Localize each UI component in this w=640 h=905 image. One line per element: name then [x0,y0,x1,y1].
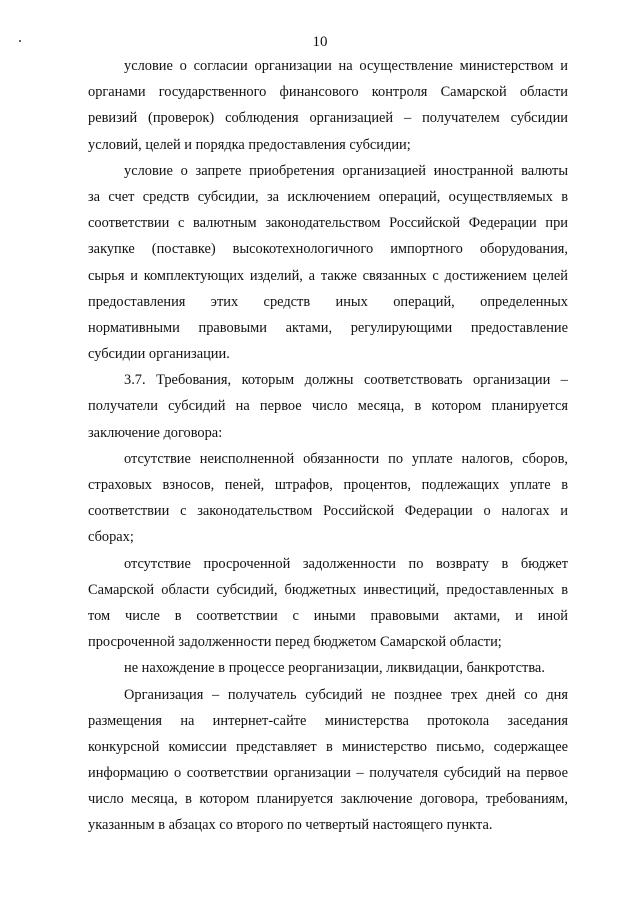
text-line: отсутствие неисполненной обязанности по уплате налогов, сборов, [124,450,568,467]
text-line: сырья и комплектующих изделий, а также связанных с достижением целей [88,267,568,284]
text-line: страховых взносов, пеней, штрафов, процентов, подлежащих уплате в [88,477,568,493]
text-line: отсутствие просроченной задолженности по возврату в бюджет [124,555,568,572]
text-line: Самарской области субсидий, бюджетных инвестиций, предоставленных в [88,581,568,598]
text-line: не нахождение в процессе реорганизации, ликвидации, банкротства. [124,660,545,677]
text-line: размещения на интернет-сайте министерства протокола заседания [88,712,568,729]
page-number: 10 [312,34,328,50]
text-line: том числе в соответствии с иными правовыми актами, и иной [88,607,568,624]
text-line: информацию о соответствии организации – получателя субсидий на первое [88,765,568,782]
text-line: соответствии с законодательством Российской Федерации о налогах и [88,503,568,520]
text-line: за счет средств субсидии, за исключением операций, осуществляемых в [88,188,568,205]
text-line: органами государственного финансового контроля Самарской области [88,84,568,101]
text-line: получатели субсидий на первое число месяца, в котором планируется [88,398,568,415]
text-line: условий, целей и порядка предоставления субсидии; [88,136,411,153]
text-line: 3.7. Требования, которым должны соответствовать организации – [124,372,568,389]
text-line: предоставления этих средств иных операций, определенных [88,293,568,310]
text-line: просроченной задолженности перед бюджетом Самарской области; [88,634,502,651]
document-body [88,53,568,839]
text-line: ревизий (проверок) соблюдения организацией – получателем субсидии [88,110,568,127]
text-line: число месяца, в котором планируется заключение договора, требованиям, [88,791,568,808]
text-line: условие о согласии организации на осуществление министерством и [124,58,568,74]
text-line: нормативными правовыми актами, регулирующими предоставление [88,319,568,336]
text-line: закупке (поставке) высокотехнологичного импортного оборудования, [88,241,568,258]
text-line: конкурсной комиссии представляет в министерство письмо, содержащее [88,738,568,755]
text-line: заключение договора: [88,424,223,441]
text-line: указанным в абзацах со второго по четвертый настоящего пункта. [88,817,493,834]
text-line: условие о запрете приобретения организацией иностранной валюты [124,162,568,179]
text-line: Организация – получатель субсидий не позднее трех дней со дня [124,686,568,703]
text-line: сборах; [88,529,134,546]
text-line: субсидии организации. [88,346,230,363]
text-line: соответствии с валютным законодательством Российской Федерации при [88,215,568,232]
